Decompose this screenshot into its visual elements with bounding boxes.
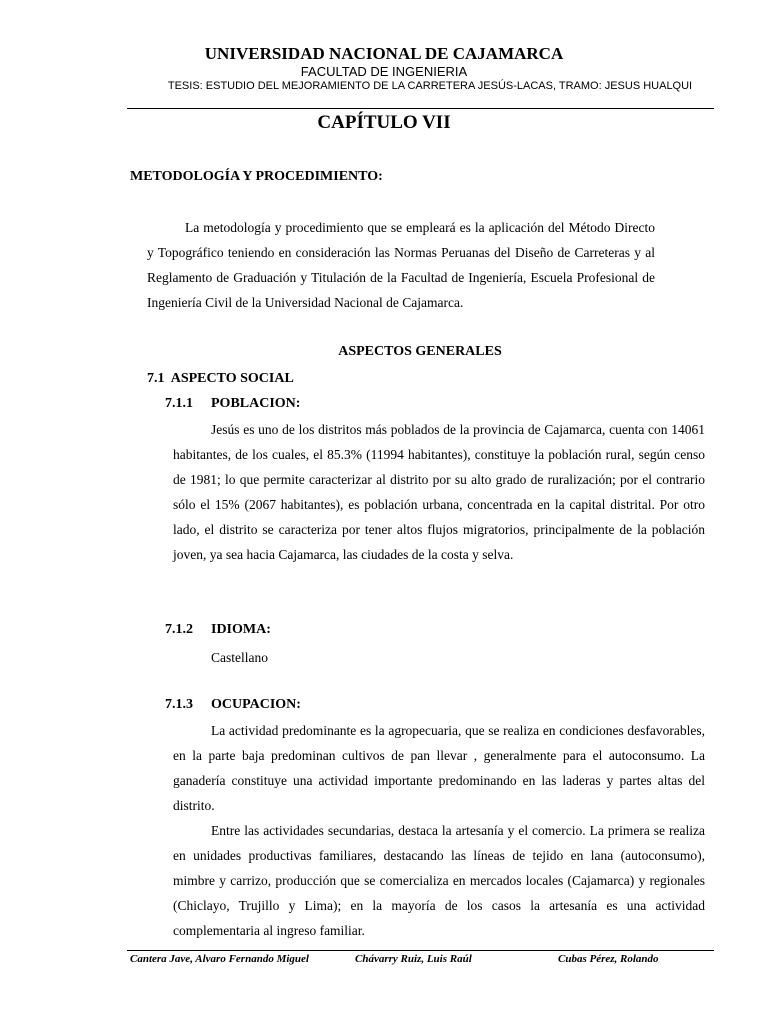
section-heading — [147, 371, 294, 387]
idioma-text: Castellano — [211, 650, 268, 665]
idioma-title: IDIOMA: — [211, 622, 271, 637]
footer-author-3: Cubas Pérez, Rolando — [558, 953, 659, 965]
general-aspects-heading: ASPECTOS GENERALES — [338, 344, 502, 359]
section-title: ASPECTO SOCIAL — [170, 371, 294, 386]
methodology-paragraph — [147, 215, 655, 315]
poblacion-title: POBLACION: — [211, 396, 301, 411]
methodology-text: La metodología y procedimiento que se empleará es la aplicación del Método Directo y Topográfico teniendo en consideración las Normas Peruanas del Diseño de Carreteras y al Reglamento de Graduación y Titulación de la Facultad de Ingeniería, Escuela Profesional de Ingeniería Civil de la Universidad Nacional de Cajamarca. — [147, 220, 655, 310]
faculty-name: FACULTAD DE INGENIERIA — [300, 64, 468, 79]
ocupacion-text-1: La actividad predominante es la agropecuaria, que se realiza en condiciones desfavorables, en la parte baja predominan cultivos de pan llevar , generalmente para el autoconsumo. La ganadería constituye una actividad importante predominando en las laderas y partes altas del distrito. — [173, 723, 705, 813]
header-divider — [127, 108, 714, 109]
chapter-title: CAPÍTULO VII — [317, 112, 451, 133]
footer-author-2: Chávarry Ruiz, Luis Raúl — [355, 953, 472, 965]
poblacion-heading — [165, 396, 300, 412]
ocupacion-title: OCUPACION: — [211, 697, 301, 712]
footer-author-1: Cantera Jave, Alvaro Fernando Miguel — [130, 953, 309, 965]
ocupacion-text-2: Entre las actividades secundarias, destaca la artesanía y el comercio. La primera se realiza en unidades productivas familiares, destacando las líneas de tejido en lana (autoconsumo), mimbre y carrizo, producción que se comercializa en mercados locales (Cajamarca) y regionales (Chiclayo, Trujillo y Lima); en la mayoría de los casos la artesanía es una actividad complementaria al ingreso familiar. — [173, 823, 705, 938]
footer-divider — [127, 950, 714, 951]
poblacion-paragraph — [173, 417, 705, 567]
poblacion-number: 7.1.1 — [165, 396, 193, 411]
idioma-number: 7.1.2 — [165, 622, 193, 637]
idioma-paragraph — [211, 645, 511, 670]
poblacion-text: Jesús es uno de los distritos más poblados de la provincia de Cajamarca, cuenta con 14061 habitantes, de los cuales, el 85.3% (11994 habitantes), constituye la población rural, según censo de 1981; lo que permite caracterizar al distrito por su alto grado de ruralización; por el contrario sólo el 15% (2067 habitantes), es población urbana, concentrada en la capital distrital. Por otro lado, el distrito se caracteriza por tener altos flujos migratorios, principalmente de la población joven, ya sea hacia Cajamarca, las ciudades de la costa y selva. — [173, 422, 705, 562]
ocupacion-number: 7.1.3 — [165, 697, 193, 712]
ocupacion-paragraph — [173, 718, 705, 943]
section-number: 7.1 — [147, 371, 165, 386]
methodology-heading: METODOLOGÍA Y PROCEDIMIENTO: — [130, 169, 383, 184]
ocupacion-heading — [165, 697, 301, 713]
idioma-heading — [165, 622, 271, 638]
thesis-title: TESIS: ESTUDIO DEL MEJORAMIENTO DE LA CARRETERA JESÚS-LACAS, TRAMO: JESUS HUALQUI — [167, 80, 693, 92]
university-name: UNIVERSIDAD NACIONAL DE CAJAMARCA — [204, 44, 564, 63]
